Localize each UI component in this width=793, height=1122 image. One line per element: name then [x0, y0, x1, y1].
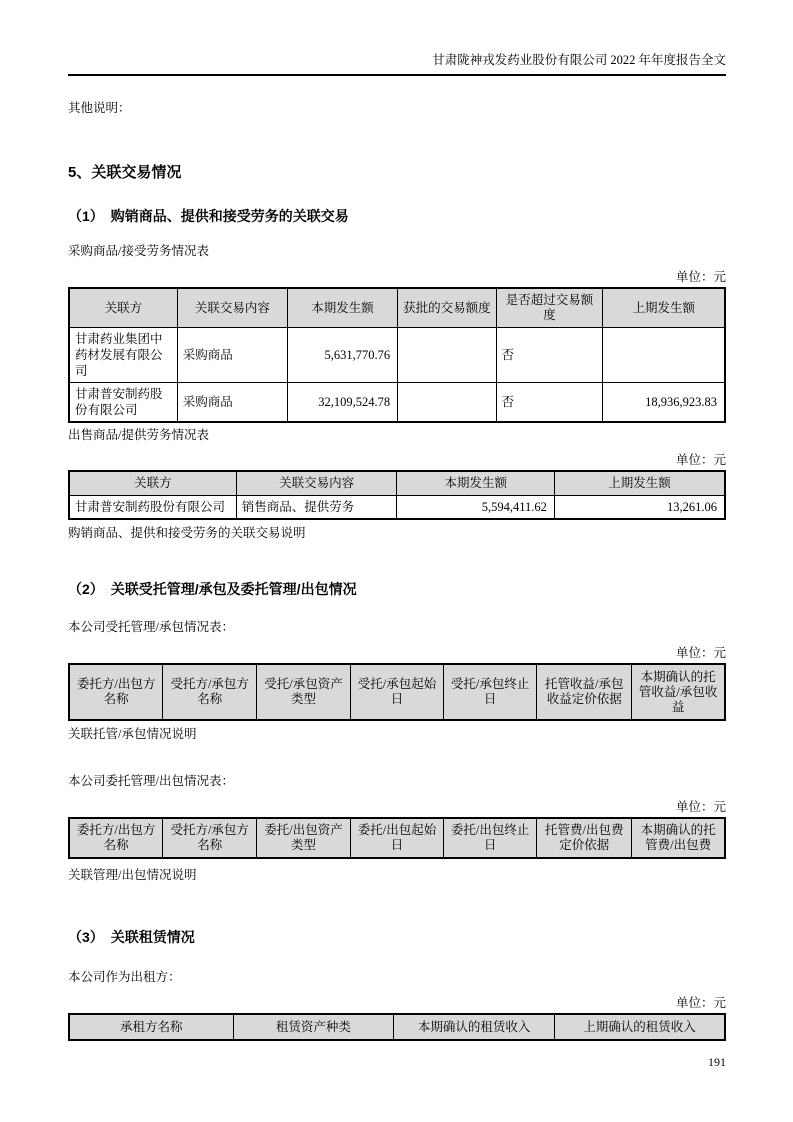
prior-amount-cell: 13,261.06 [554, 496, 725, 520]
transaction-content-cell: 销售商品、提供劳务 [236, 496, 397, 520]
col-header: 本期确认的托管费/出包费 [632, 818, 725, 858]
table-row [69, 328, 725, 383]
document-header-title: 甘肃陇神戎发药业股份有限公司 2022 年年度报告全文 [432, 53, 726, 67]
col-header: 委托/出包资产类型 [257, 818, 351, 858]
approved-quota-cell [398, 383, 496, 423]
table-header-row [69, 664, 725, 720]
table-header-row [69, 288, 725, 328]
col-header: 委托/出包起始日 [350, 818, 443, 858]
unit-label: 单位：元 [675, 646, 726, 660]
col-header: 是否超过交易额度 [496, 288, 603, 328]
col-header: 本期发生额 [397, 471, 554, 496]
table-header-row [69, 818, 725, 858]
col-header: 受托/承包资产类型 [257, 664, 351, 720]
related-party-cell: 甘肃药业集团中药材发展有限公司 [69, 328, 177, 383]
sale-goods-table [68, 470, 726, 520]
approved-quota-cell [398, 328, 496, 383]
col-header: 关联方 [69, 288, 177, 328]
col-header: 委托方/出包方名称 [69, 664, 163, 720]
col-header: 本期确认的托管收益/承包收益 [632, 664, 725, 720]
section-5-2-title: （2） 关联受托管理/承包及委托管理/出包情况 [68, 581, 357, 597]
unit-label: 单位：元 [675, 996, 726, 1010]
exceed-quota-cell: 否 [496, 383, 603, 423]
current-amount-cell: 5,631,770.76 [287, 328, 397, 383]
table-row [69, 383, 725, 423]
col-header: 租赁资产种类 [233, 1014, 394, 1040]
col-header: 受托方/承包方名称 [163, 664, 257, 720]
col-header: 上期发生额 [603, 288, 725, 328]
entrusted-note: 关联托管/承包情况说明 [68, 727, 197, 741]
purchase-goods-table [68, 287, 726, 423]
col-header: 委托方/出包方名称 [69, 818, 163, 858]
page-number: 191 [708, 1055, 726, 1069]
col-header: 承租方名称 [69, 1014, 233, 1040]
table-header-row [69, 1014, 725, 1040]
col-header: 托管费/出包费定价依据 [537, 818, 632, 858]
header-divider [68, 74, 726, 76]
table-header-row [69, 471, 725, 496]
col-header: 关联方 [69, 471, 236, 496]
purchase-sale-note: 购销商品、提供和接受劳务的关联交易说明 [68, 526, 306, 540]
current-amount-cell: 5,594,411.62 [397, 496, 554, 520]
unit-label: 单位：元 [675, 800, 726, 814]
exceed-quota-cell: 否 [496, 328, 603, 383]
col-header: 托管收益/承包收益定价依据 [537, 664, 632, 720]
table-row [69, 496, 725, 520]
col-header: 获批的交易额度 [398, 288, 496, 328]
col-header: 受托方/承包方名称 [163, 818, 257, 858]
unit-label: 单位：元 [675, 453, 726, 467]
related-party-cell: 甘肃普安制药股份有限公司 [69, 383, 177, 423]
prior-amount-cell [603, 328, 725, 383]
delegated-note: 关联管理/出包情况说明 [68, 868, 197, 882]
col-header: 关联交易内容 [236, 471, 397, 496]
section-5-title: 5、关联交易情况 [68, 164, 182, 181]
transaction-content-cell: 采购商品 [177, 383, 287, 423]
prior-amount-cell: 18,936,923.83 [603, 383, 725, 423]
section-5-1-title: （1） 购销商品、提供和接受劳务的关联交易 [68, 208, 349, 224]
related-party-cell: 甘肃普安制药股份有限公司 [69, 496, 236, 520]
sale-table-caption: 出售商品/提供劳务情况表 [68, 428, 209, 442]
entrusted-table-caption: 本公司受托管理/承包情况表： [68, 620, 234, 634]
col-header: 受托/承包终止日 [444, 664, 537, 720]
delegated-management-table [68, 817, 726, 859]
delegated-table-caption: 本公司委托管理/出包情况表： [68, 774, 234, 788]
section-5-3-title: （3） 关联租赁情况 [68, 929, 195, 945]
col-header: 本期发生额 [287, 288, 397, 328]
other-note-label: 其他说明： [68, 101, 131, 115]
col-header: 受托/承包起始日 [350, 664, 443, 720]
purchase-table-caption: 采购商品/接受劳务情况表 [68, 244, 209, 258]
col-header: 上期发生额 [554, 471, 725, 496]
transaction-content-cell: 采购商品 [177, 328, 287, 383]
col-header: 上期确认的租赁收入 [554, 1014, 725, 1040]
lease-table-caption: 本公司作为出租方： [68, 970, 181, 984]
unit-label: 单位：元 [675, 270, 726, 284]
lease-table [68, 1013, 726, 1041]
entrusted-management-table [68, 663, 726, 721]
col-header: 委托/出包终止日 [444, 818, 537, 858]
col-header: 本期确认的租赁收入 [394, 1014, 555, 1040]
current-amount-cell: 32,109,524.78 [287, 383, 397, 423]
col-header: 关联交易内容 [177, 288, 287, 328]
